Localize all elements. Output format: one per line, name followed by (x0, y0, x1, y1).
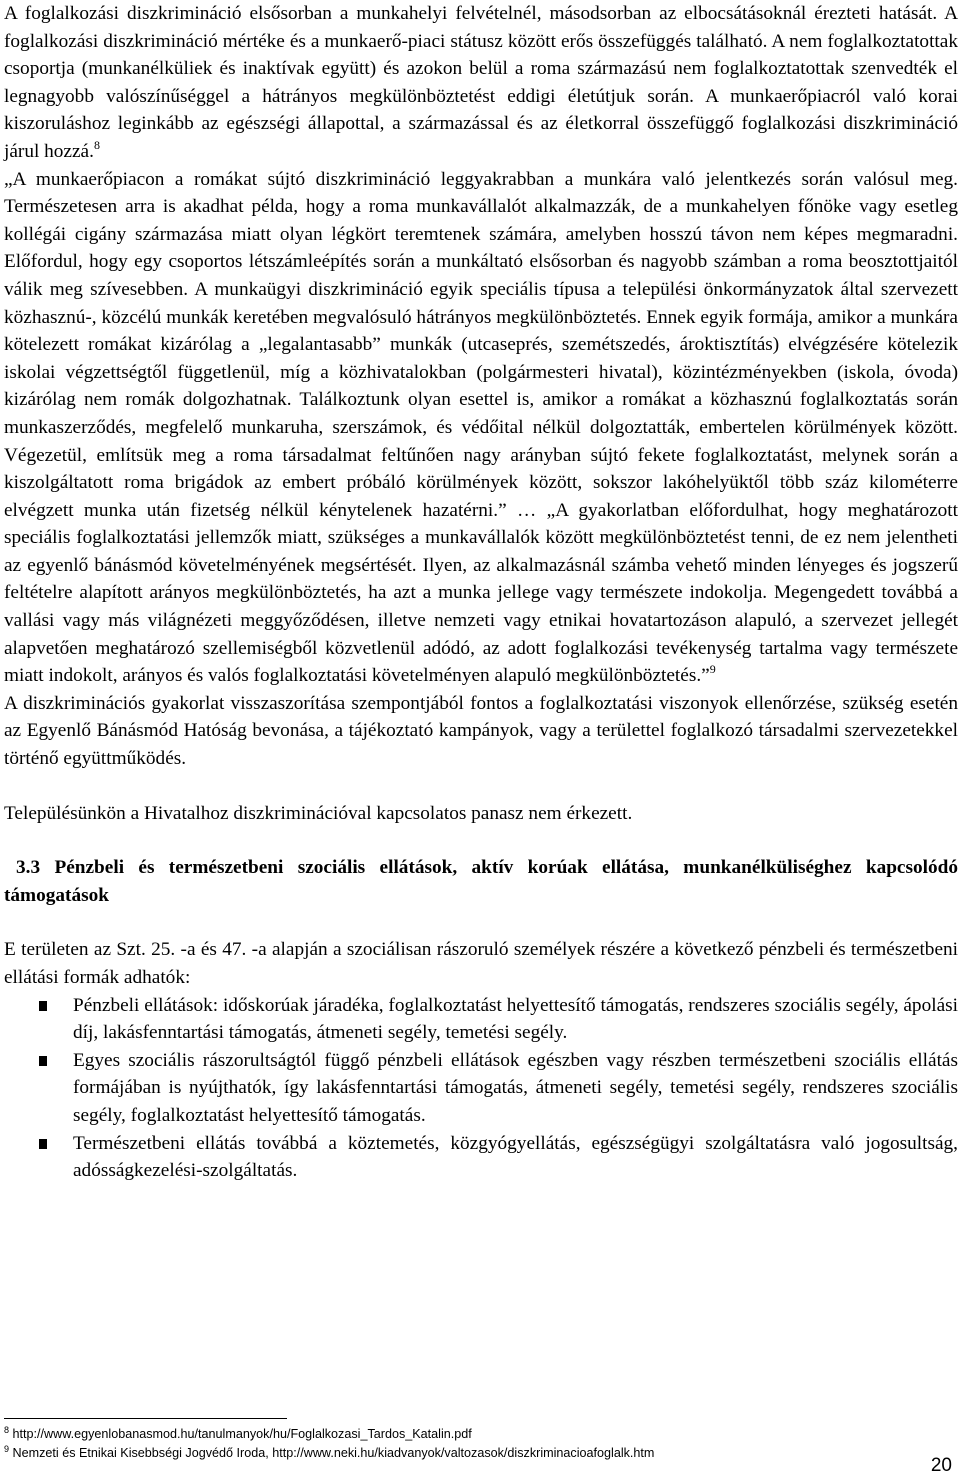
footnote-number: 9 (4, 1444, 10, 1454)
list-item-text: Természetbeni ellátás továbbá a köztemetés, közgyógyellátás, egészségügyi szolgáltatásra való jogosultság, adósságkezelési-szolgáltatás. (73, 1132, 958, 1182)
list-item (4, 992, 958, 1047)
footnote-ref-8[interactable]: 8 (93, 137, 100, 152)
footnotes (4, 1425, 944, 1463)
list-item (4, 1130, 958, 1185)
benefit-list (4, 992, 958, 1185)
footnote-number: 8 (4, 1425, 10, 1435)
paragraph-prevention: A diszkriminációs gyakorlat visszaszorítása szempontjából fontos a foglalkoztatási viszonyok ellenőrzése, szükség esetén az Egyenlő Bánásmód Hatóság bevonása, a tájékoztató kampányok, vagy a területtel foglalkozó társadalmi szervezetekkel történő együttműködés. (4, 692, 958, 770)
list-item (4, 1047, 958, 1130)
footnote-divider (4, 1418, 287, 1419)
paragraph-discrimination-intro (4, 0, 958, 166)
footnote-9 (4, 1444, 944, 1463)
section-heading: 3.3 Pénzbeli és természetbeni szociális ellátások, aktív korúak ellátása, munkanélküliséghez kapcsolódó támogatások (4, 857, 958, 906)
square-bullet-icon (39, 1056, 47, 1066)
square-bullet-icon (39, 1001, 47, 1011)
paragraph-text: A foglalkozási diszkrimináció elsősorban a munkahelyi felvételnél, másodsorban az elbocsátásoknál érezteti hatását. A foglalkozási diszkrimináció mértéke és a munkaerő-piaci státusz között erős összefüggés található. A nem foglalkoztatottak csoportja (munkanélküliek és inaktívak együtt) és azokon belül a roma származású nem foglalkoztatottak szenvedték el legnagyobb valószínűséggel a hátrányos megkülönböztetést eddigi életútjuk során. A munkaerőpiacról való korai kiszoruláshoz leginkább az egészségi állapottal, a származással és az életkorral összefüggő foglalkozási diszkrimináció járul hozzá. (4, 3, 958, 162)
section-intro: E területen az Szt. 25. -a és 47. -a alapján a szociálisan rászoruló személyek részére a következő pénzbeli és természetbeni ellátási formák adhatók: (4, 939, 958, 988)
body-text (4, 0, 958, 1185)
square-bullet-icon (39, 1139, 47, 1149)
footnote-8 (4, 1425, 944, 1444)
list-item-text: Pénzbeli ellátások: időskorúak járadéka, foglalkoztatást helyettesítő támogatás, rendszeres szociális segély, ápolási díj, lakásfenntartási támogatás, átmeneti segély, temetési segély. (73, 994, 958, 1044)
footnote-link[interactable]: http://www.egyenlobanasmod.hu/tanulmanyok/hu/Foglalkozasi_Tardos_Katalin.pdf (12, 1427, 472, 1441)
page-number: 20 (930, 1455, 952, 1476)
list-item-text: Egyes szociális rászorultságtól függő pénzbeli ellátások egészben vagy részben természetbeni szociális ellátás formájában is nyújthatók, így lakásfenntartási támogatás, átmeneti segély, temetési segély, rendszeres szociális segély, foglalkoztatást helyettesítő támogatás. (73, 1049, 958, 1126)
paragraph-text: „A munkaerőpiacon a romákat sújtó diszkrimináció leggyakrabban a munkára való jelentkezés során valósul meg. Természetesen arra is akadhat példa, hogy a roma munkavállalót alkalmazzák, de a munkahelyen főnöke vagy esetleg kollégái cigány származása miatt olyan légkört teremtenek számára, amelyben hosszú távon nem képes megmaradni. Előfordul, hogy egy csoportos létszámleépítés során a munkáltató elsősorban és nagyobb számban a roma beosztottjaitól válik meg szívesebben. A munkaügyi diszkrimináció egyik speciális típusa a települési önkormányzatok által szervezett közhasznú-, közcélú munkák keretében megvalósuló hátrányos megkülönböztetés. Ennek egyik formája, amikor a munkára kötelezett romákat kizárólag a „legalantasabb” munkák (utcaseprés, szemétszedés, ároktisztítás) elvégzésére kötelezik iskolai végzettségtől függetlenül, míg a közhivatalokban (polgármesteri hivatal), közintézményekben (iskola, óvoda) kizárólag nem romák dolgozhatnak. Találkoztunk olyan esettel is, amikor a romákat a közhasznú foglalkoztatás során munkaszerződés, megfelelő munkaruha, szerszámok, és védőital nélkül dolgoztatták, embertelen körülmények között. Végezetül, említsük meg a roma társadalmat feltűnően nagy arányban sújtó fekete foglalkoztatást, melynek során a kiszolgáltatott roma brigádok az embert próbáló körülmények között, sokszor lakóhelyüktől több száz kilométerre elvégzett munka után fizetség nélkül kénytelenek hazatérni.” … „A gyakorlatban előfordulhat, hogy meghatározott speciális foglalkoztatási jellemzők miatt, szükséges a munkavállalók között megkülönböztetést tenni, de ez nem jelentheti az egyenlő bánásmód követelményének megsértését. Ilyen, az alkalmazásnál számba vehető minden lényeges és jogszerű feltételre alapított arányos megkülönböztetés, ha azt a munka jellege vagy természete indokolja. Megengedett továbbá a vallási vagy más világnézeti meggyőződésen, illetve nemzeti vagy etnikai hovatartozáson alapuló, a szervezet jellegét alapvetően meghatározó szellemiségből közvetlenül adódó, az adott foglalkozási tevékenység tartalma vagy természete miatt indokolt, arányos és valós foglalkoztatási követelményen alapuló megkülönböztetés.” (4, 168, 958, 687)
paragraph-no-complaint: Településünkön a Hivatalhoz diszkriminációval kapcsolatos panasz nem érkezett. (4, 802, 633, 824)
spacer (4, 827, 958, 854)
spacer (4, 773, 958, 800)
footnote-ref-9[interactable]: 9 (709, 662, 716, 677)
spacer (4, 909, 958, 936)
footnote-text[interactable]: Nemzeti és Etnikai Kisebbségi Jogvédő Iroda, http://www.neki.hu/kiadvanyok/valtozasok/diszkriminacioafoglalk.htm (12, 1446, 655, 1460)
paragraph-roma-quote (4, 166, 958, 690)
